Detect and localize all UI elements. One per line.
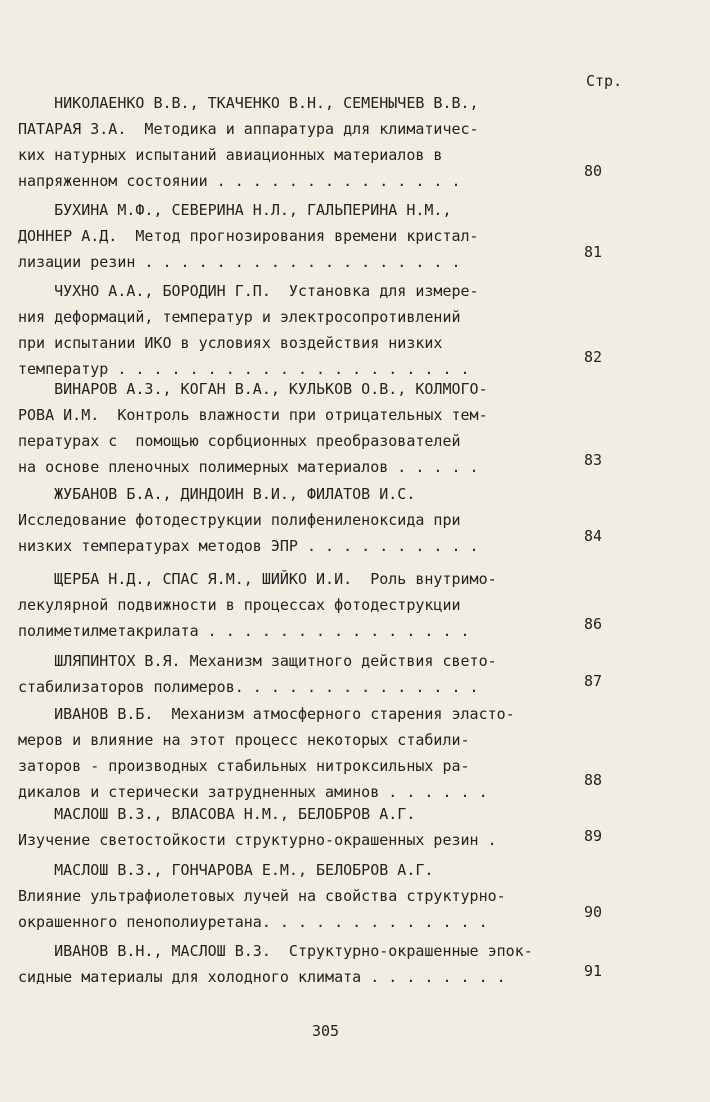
- entry-page-number: 90: [584, 903, 603, 921]
- entry-line: лизации резин . . . . . . . . . . . . . . . . . .: [18, 253, 461, 271]
- entry-page-number: 82: [584, 348, 603, 366]
- entry-line: ПАТАРАЯ З.А. Методика и аппаратура для климатичес-: [18, 120, 479, 138]
- entry-line: дикалов и стерически затрудненных аминов . . . . . .: [18, 783, 488, 801]
- entry-line: БУХИНА М.Ф., СЕВЕРИНА Н.Л., ГАЛЬПЕРИНА Н.М.,: [18, 201, 452, 219]
- entry-line: МАСЛОШ В.З., ВЛАСОВА Н.М., БЕЛОБРОВ А.Г.: [18, 805, 416, 823]
- entry-line: ЧУХНО А.А., БОРОДИН Г.П. Установка для измере-: [18, 282, 479, 300]
- entry-page-number: 83: [584, 451, 603, 469]
- entry-line: заторов - производных стабильных нитроксильных ра-: [18, 757, 470, 775]
- entry-page-number: 84: [584, 527, 603, 545]
- entry-line: низких температурах методов ЭПР . . . . . . . . . .: [18, 537, 479, 555]
- entry-page-number: 91: [584, 962, 603, 980]
- entry-line: Влияние ультрафиолетовых лучей на свойства структурно-: [18, 887, 506, 905]
- entry-line: при испытании ИКО в условиях воздействия низких: [18, 334, 443, 352]
- entry-line: ВИНАРОВ А.З., КОГАН В.А., КУЛЬКОВ О.В., КОЛМОГО-: [18, 380, 488, 398]
- toc-entry: [18, 801, 618, 853]
- entry-line: ИВАНОВ В.Б. Механизм атмосферного старения эласто-: [18, 705, 515, 723]
- entry-page-number: 86: [584, 615, 603, 633]
- entry-line: Исследование фотодеструкции полифениленоксида при: [18, 511, 461, 529]
- toc-entry: [18, 90, 618, 194]
- entry-line: стабилизаторов полимеров. . . . . . . . . . . . . .: [18, 678, 479, 696]
- toc-entry: [18, 857, 618, 935]
- entry-page-number: 87: [584, 672, 603, 690]
- entry-line: полиметилметакрилата . . . . . . . . . . . . . . .: [18, 622, 470, 640]
- toc-entry: [18, 197, 618, 275]
- entry-line: ДОННЕР А.Д. Метод прогнозирования времени кристал-: [18, 227, 479, 245]
- toc-entry: [18, 938, 618, 990]
- entry-page-number: 81: [584, 243, 603, 261]
- toc-entry: [18, 278, 618, 382]
- entry-line: НИКОЛАЕНКО В.В., ТКАЧЕНКО В.Н., СЕМЕНЫЧЕВ В.В.,: [18, 94, 479, 112]
- entry-line: пературах с помощью сорбционных преобразователей: [18, 432, 461, 450]
- toc-entry: [18, 481, 618, 559]
- entry-line: РОВА И.М. Контроль влажности при отрицательных тем-: [18, 406, 488, 424]
- entry-line: лекулярной подвижности в процессах фотодеструкции: [18, 596, 461, 614]
- entry-line: ИВАНОВ В.Н., МАСЛОШ В.З. Структурно-окрашенные эпок-: [18, 942, 533, 960]
- entry-line: температур . . . . . . . . . . . . . . . . . . . .: [18, 360, 470, 378]
- entry-page-number: 80: [584, 162, 603, 180]
- entry-line: ЩЕРБА Н.Д., СПАС Я.М., ШИЙКО И.И. Роль внутримо-: [18, 570, 497, 588]
- entry-line: сидные материалы для холодного климата . . . . . . . .: [18, 968, 506, 986]
- entry-line: меров и влияние на этот процесс некоторых стабили-: [18, 731, 470, 749]
- entry-line: ния деформаций, температур и электросопротивлений: [18, 308, 461, 326]
- toc-entry: [18, 566, 618, 644]
- entry-line: ШЛЯПИНТОХ В.Я. Механизм защитного действия свето-: [18, 652, 497, 670]
- toc-entry: [18, 376, 618, 480]
- entry-line: Изучение светостойкости структурно-окрашенных резин .: [18, 831, 497, 849]
- page-column-label: Стр.: [586, 72, 623, 90]
- entry-line: ЖУБАНОВ Б.А., ДИНДОИН В.И., ФИЛАТОВ И.С.: [18, 485, 416, 503]
- entry-line: МАСЛОШ В.З., ГОНЧАРОВА Е.М., БЕЛОБРОВ А.Г.: [18, 861, 434, 879]
- page-number-footer: 305: [312, 1022, 340, 1040]
- entry-line: ких натурных испытаний авиационных материалов в: [18, 146, 443, 164]
- entry-page-number: 89: [584, 827, 603, 845]
- entry-page-number: 88: [584, 771, 603, 789]
- entry-line: на основе пленочных полимерных материалов . . . . .: [18, 458, 479, 476]
- toc-entry: [18, 648, 618, 700]
- entry-line: окрашенного пенополиуретана. . . . . . . . . . . . .: [18, 913, 488, 931]
- toc-entry: [18, 701, 618, 805]
- entry-line: напряженном состоянии . . . . . . . . . . . . . .: [18, 172, 461, 190]
